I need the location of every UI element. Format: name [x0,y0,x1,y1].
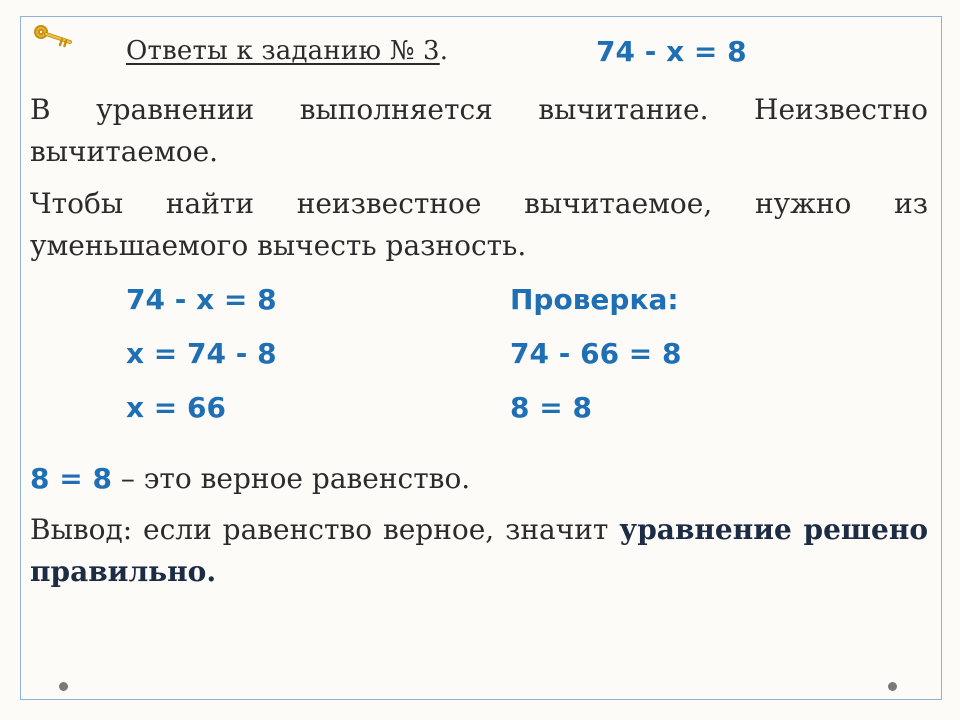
decorative-dot-left [59,682,68,691]
solution-step-2: х = 74 - 8 [126,337,277,370]
header [0,36,960,76]
task-equation: 74 - х = 8 [596,35,747,68]
paragraph-equality [30,459,470,499]
check-step-2: 8 = 8 [510,391,592,424]
decorative-dot-right [888,682,897,691]
equality-expression: 8 = 8 [30,462,112,495]
paragraph-rule: Чтобы найти неизвестное вычитаемое, нужно из уменьшаемого вычесть разность. [30,187,928,262]
solution-step-1: 74 - х = 8 [126,283,277,316]
conclusion-text: Вывод: если равенство верное, значит [30,513,620,546]
paragraph-operation: В уравнении выполняется вычитание. Неизвестно вычитаемое. [30,93,928,168]
paragraph-conclusion [30,509,928,593]
page-title: Ответы к заданию № 3. [126,36,449,66]
check-label: Проверка: [510,283,679,316]
solution-step-3: х = 66 [126,391,226,424]
check-step-1: 74 - 66 = 8 [510,337,682,370]
conclusion-bold: уравнение решено правильно. [30,513,928,588]
equality-text: – это верное равенство. [111,462,471,495]
